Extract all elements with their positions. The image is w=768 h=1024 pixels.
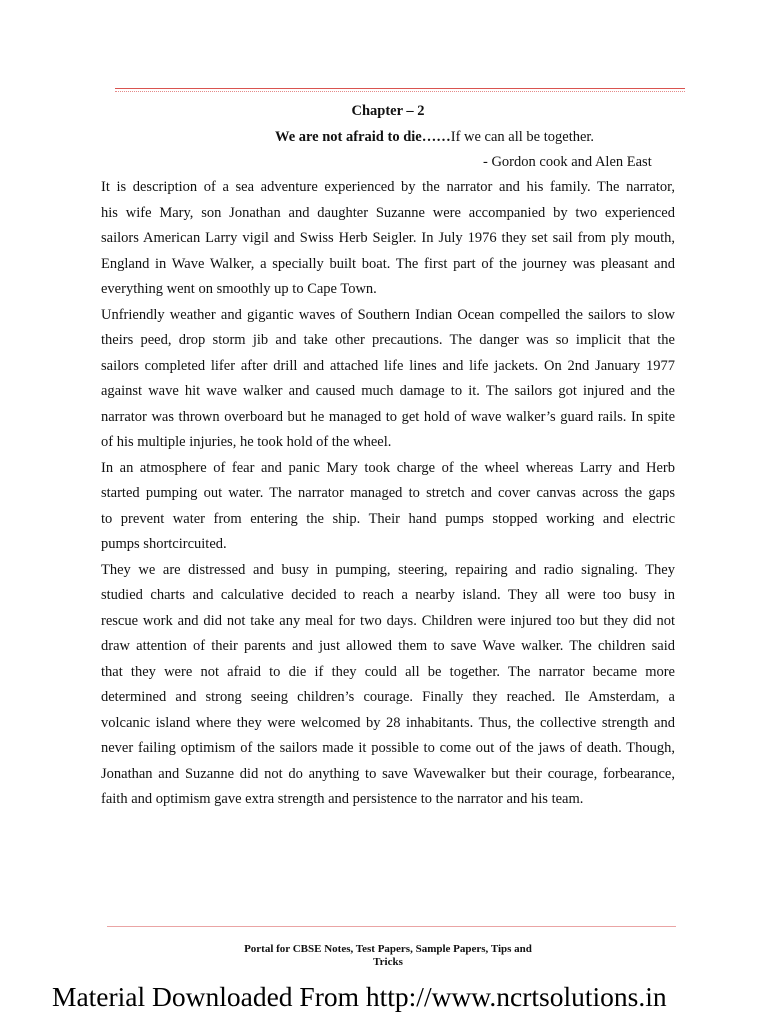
text-line: They we are distressed and busy in pumping, steering, repairing and radio signaling. They (101, 561, 675, 578)
text-line: volcanic island where they were welcomed by 28 inhabitants. Thus, the collective strength and (101, 714, 675, 731)
text-line: sailors American Larry vigil and Swiss Herb Seigler. In July 1976 they set sail from ply mouth, (101, 230, 675, 246)
text-line: In an atmosphere of fear and panic Mary took charge of the wheel whereas Larry and Herb (101, 459, 675, 476)
text-line: pumps shortcircuited. (101, 536, 227, 552)
footer-divider (107, 926, 676, 927)
text-line: of his multiple injuries, he took hold of the wheel. (101, 434, 392, 450)
text-line: everything went on smoothly up to Cape Town. (101, 281, 377, 297)
text-line: his wife Mary, son Jonathan and daughter Suzanne were accompanied by two experienced (101, 204, 675, 221)
text-line: started pumping out water. The narrator managed to stretch and cover canvas across the gaps (101, 485, 675, 501)
text-line: never failing optimism of the sailors made it possible to come out of the jaws of death. Though, (101, 740, 675, 756)
text-line: that they were not afraid to die if they could all be together. The narrator became more (101, 663, 675, 680)
text-line: faith and optimism gave extra strength and persistence to the narrator and his team. (101, 791, 584, 807)
paragraph (101, 303, 675, 456)
footer-portal-line: Portal for CBSE Notes, Test Papers, Sample Papers, Tips and (244, 943, 532, 955)
author-attribution: - Gordon cook and Alen East (483, 154, 652, 170)
text-line: Unfriendly weather and gigantic waves of Southern Indian Ocean compelled the sailors to slow (101, 306, 675, 323)
subtitle-bold-text: We are not afraid to die…… (275, 129, 451, 145)
chapter-subtitle (275, 127, 594, 147)
footer-portal-note (101, 943, 675, 969)
text-line: sailors completed lifer after drill and attached life lines and life jackets. On 2nd January 1977 (101, 357, 675, 374)
paragraph (101, 456, 675, 558)
header-divider (115, 88, 685, 92)
text-line: It is description of a sea adventure experienced by the narrator and his family. The narrator, (101, 179, 675, 195)
text-line: studied charts and calculative decided to reach a nearby island. They all were too busy in (101, 587, 675, 603)
paragraph (101, 175, 675, 303)
chapter-summary (101, 175, 675, 813)
text-line: to prevent water from entering the ship. Their hand pumps stopped working and electric (101, 510, 675, 527)
text-line: draw attention of their parents and just allowed them to save Wave walker. The children said (101, 638, 675, 654)
text-line: theirs peed, drop storm jib and take other precautions. The danger was so implicit that the (101, 332, 675, 348)
text-line: rescue work and did not take any meal for two days. Children were injured too but they did not (101, 612, 675, 629)
text-line: against wave hit wave walker and caused much damage to it. The sailors got injured and the (101, 383, 675, 399)
paragraph (101, 558, 675, 813)
text-line: determined and strong seeing children’s courage. Finally they reached. Ile Amsterdam, a (101, 689, 675, 705)
download-source-note: Material Downloaded From http://www.ncrtsolutions.in (52, 981, 667, 1012)
text-line: narrator was thrown overboard but he managed to get hold of wave walker’s guard rails. In spite (101, 408, 675, 425)
subtitle-text: If we can all be together. (450, 129, 595, 145)
chapter-heading: Chapter – 2 (351, 103, 425, 119)
text-line: Jonathan and Suzanne did not do anything to save Wavewalker but their courage, forbearance, (101, 765, 675, 782)
text-line: England in Wave Walker, a specially built boat. The first part of the journey was pleasant and (101, 255, 675, 272)
footer-portal-line: Tricks (373, 956, 403, 968)
